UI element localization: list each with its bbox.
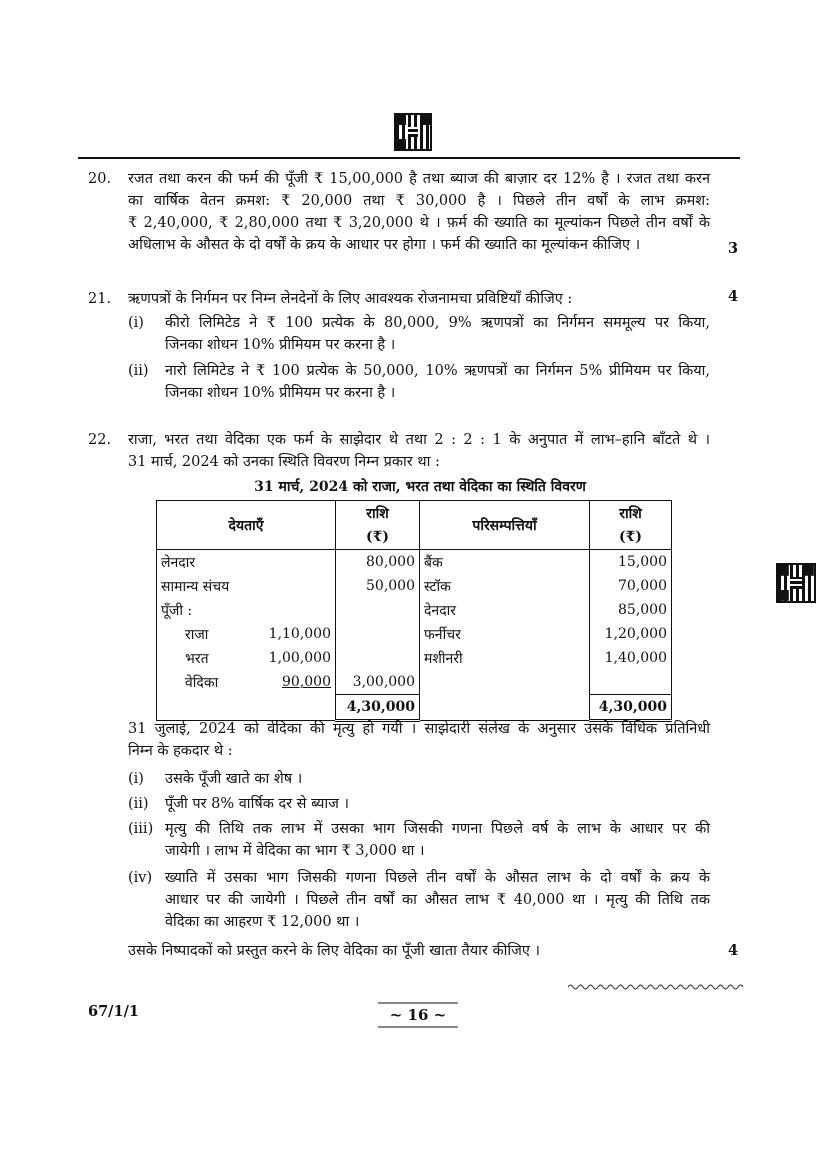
q20-line-1: रजत तथा करन की फर्म की पूँजी ₹ 15,00,000 है तथा ब्याज की बाज़ार दर 12% है । रजत तथा करन [128, 171, 710, 187]
q21-item-number: (ii) [128, 363, 149, 379]
q22-item-number: (i) [128, 771, 144, 787]
table-cell [336, 646, 420, 670]
table-cell: 1,20,000 [590, 622, 672, 646]
q22-item-line: वेदिका का आहरण ₹ 12,000 था । [165, 914, 360, 930]
q20-marks: 3 [728, 240, 739, 257]
table-cell: पूँजी : [157, 598, 336, 622]
q20-text [128, 168, 710, 256]
q21-marks: 4 [728, 288, 739, 305]
qr-code-top [394, 113, 432, 151]
q22-intro-line-2: 31 मार्च, 2024 को उनका स्थिति विवरण निम्न प्रकार था : [128, 454, 440, 470]
balance-sheet-table [156, 500, 672, 722]
q22-item-number: (iv) [128, 870, 153, 886]
header-liabilities: देयताएँ [157, 501, 336, 550]
q22-item-line: मृत्यु की तिथि तक लाभ में उसका भाग जिसकी गणना पिछले वर्ष के लाभ के आधार पर की [165, 821, 710, 837]
q22-item-line: आधार पर की जायेगी । पिछले तीन वर्षों का औसत लाभ ₹ 40,000 था । मृत्यु की तिथि तक [165, 892, 710, 908]
table-row [157, 670, 672, 695]
q21-item-line: कीरो लिमिटेड ने ₹ 100 प्रत्येक के 80,000, 9% ऋणपत्रों का निर्गमन सममूल्य पर किया, [165, 315, 710, 331]
table-header-row [157, 501, 672, 526]
q22-intro-line-1: राजा, भरत तथा वेदिका एक फर्म के साझेदार थे तथा 2 : 2 : 1 के अनुपात में लाभ–हानि बाँटते थे । [128, 432, 710, 448]
table-cell: स्टॉक [420, 574, 590, 598]
q20-line-2: का वार्षिक वेतन क्रमश: ₹ 20,000 तथा ₹ 30,000 है । पिछले तीन वर्षों के लाभ क्रमश: [128, 193, 710, 209]
header-assets: परिसम्पत्तियाँ [420, 501, 590, 550]
table-cell: 70,000 [590, 574, 672, 598]
q22-item-line: पूँजी पर 8% वार्षिक दर से ब्याज । [165, 796, 349, 812]
q22-item [165, 867, 710, 933]
table-cell: सामान्य संचय [157, 574, 336, 598]
q22-after-line-1: 31 जुलाई, 2024 को वेदिका की मृत्यु हो गयी । साझेदारी संलेख के अनुसार उसके विधिक प्रतिनिधी [128, 721, 710, 737]
table-total-cell: 4,30,000 [336, 695, 420, 721]
table-total-row [157, 695, 672, 721]
q21-item [165, 312, 710, 356]
table-cell [336, 598, 420, 622]
qr-code-side [776, 563, 816, 603]
q22-item-line: उसके पूँजी खाते का शेष । [165, 771, 303, 787]
table-cell: 3,00,000 [336, 670, 420, 695]
header-amount: राशि [590, 501, 672, 526]
q22-item-line: जायेगी । लाभ में वेदिका का भाग ₹ 3,000 था । [165, 843, 425, 859]
table-cell: 90,000 [282, 674, 331, 691]
table-cell: 15,000 [590, 550, 672, 575]
q21-item-number: (i) [128, 315, 144, 331]
q22-number: 22. [88, 432, 112, 448]
table-cell: फर्नीचर [420, 622, 590, 646]
header-amount: राशि [336, 501, 420, 526]
wavy-line-decoration [568, 982, 746, 992]
header-rupee: (₹) [336, 525, 420, 550]
balance-sheet-caption: 31 मार्च, 2024 को राजा, भरत तथा वेदिका का स्थिति विवरण [254, 479, 586, 495]
q22-item [165, 818, 710, 862]
table-cell: 1,10,000 [268, 626, 331, 642]
table-row [157, 646, 672, 670]
table-cell: 1,40,000 [590, 646, 672, 670]
header-rupee: (₹) [590, 525, 672, 550]
q20-line-3: ₹ 2,40,000, ₹ 2,80,000 तथा ₹ 3,20,000 थे । फ़र्म की ख्याति का मूल्यांकन पिछले तीन वर्षों के [128, 215, 710, 231]
table-row [157, 574, 672, 598]
q21-number: 21. [88, 291, 112, 307]
table-total-cell: 4,30,000 [590, 695, 672, 721]
q21-item-line: जिनका शोधन 10% प्रीमियम पर करना है । [165, 385, 396, 401]
table-cell: 50,000 [336, 574, 420, 598]
q22-final: उसके निष्पादकों को प्रस्तुत करने के लिए वेदिका का पूँजी खाता तैयार कीजिए । [128, 943, 540, 959]
table-cell [420, 670, 590, 695]
paper-code: 67/1/1 [88, 1003, 139, 1020]
table-cell: 1,00,000 [268, 650, 331, 666]
page-number: ~ 16 ~ [378, 1002, 458, 1028]
q22-item-number: (ii) [128, 796, 149, 812]
table-row [157, 550, 672, 575]
table-cell: मशीनरी [420, 646, 590, 670]
table-row [157, 598, 672, 622]
table-cell [157, 695, 336, 721]
q22-item-line: ख्याति में उसका भाग जिसकी गणना पिछले तीन वर्षों के औसत लाभ के दो वर्षों के क्रय के [165, 870, 710, 886]
q22-after-line-2: निम्न के हकदार थे : [128, 743, 233, 759]
q22-item-number: (iii) [128, 821, 154, 837]
q21-item-line: जिनका शोधन 10% प्रीमियम पर करना है । [165, 337, 396, 353]
q21-intro: ऋणपत्रों के निर्गमन पर निम्न लेनदेनों के लिए आवश्यक रोजनामचा प्रविष्टियाँ कीजिए : [128, 291, 573, 307]
table-row [157, 622, 672, 646]
table-cell: 80,000 [336, 550, 420, 575]
q22-marks: 4 [728, 942, 739, 959]
q22-after [128, 718, 710, 762]
q21-item [165, 360, 710, 404]
table-cell: लेनदार [157, 550, 336, 575]
table-cell: 85,000 [590, 598, 672, 622]
table-cell [336, 622, 420, 646]
q21-item-line: नारो लिमिटेड ने ₹ 100 प्रत्येक के 50,000, 10% ऋणपत्रों का निर्गमन 5% प्रीमियम पर किया, [165, 363, 710, 379]
top-rule [78, 157, 740, 159]
q20-line-4: अधिलाभ के औसत के दो वर्षों के क्रय के आधार पर होगा । फर्म की ख्याति का मूल्यांकन कीजिए । [128, 237, 641, 253]
table-cell [420, 695, 590, 721]
table-cell: बैंक [420, 550, 590, 575]
table-cell: देनदार [420, 598, 590, 622]
table-cell [590, 670, 672, 695]
q20-number: 20. [88, 171, 112, 187]
table-cell: राजा [157, 622, 256, 646]
table-cell: भरत [157, 646, 256, 670]
table-cell: वेदिका [157, 670, 256, 695]
q22-intro [128, 429, 710, 473]
